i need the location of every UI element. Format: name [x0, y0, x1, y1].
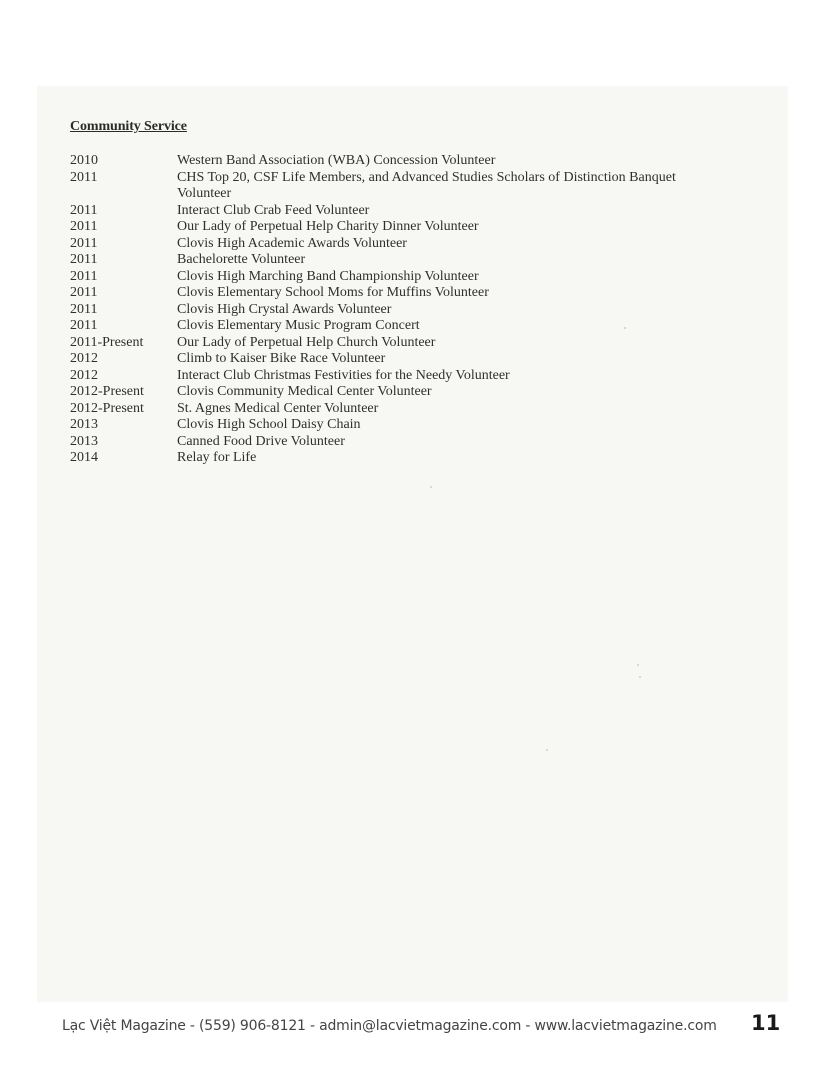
entry-year: 2011	[70, 268, 98, 284]
entry-description: Clovis Elementary Music Program Concert	[177, 318, 420, 333]
scan-speck	[430, 486, 432, 488]
entry-description: Clovis High Crystal Awards Volunteer	[177, 301, 392, 317]
list-item	[70, 219, 730, 236]
entry-description: Interact Club Christmas Festivities for the Needy Volunteer	[177, 367, 510, 383]
entry-description: Clovis High Marching Band Championship Volunteer	[177, 268, 479, 284]
list-item	[70, 269, 730, 286]
entry-year: 2011	[70, 318, 98, 333]
entry-description: Our Lady of Perpetual Help Charity Dinner Volunteer	[177, 219, 479, 234]
list-item	[70, 335, 730, 352]
entry-description: Clovis Elementary School Moms for Muffins Volunteer	[177, 285, 489, 300]
entry-description: CHS Top 20, CSF Life Members, and Advanced Studies Scholars of Distinction Banquet Volunteer	[177, 169, 676, 201]
entry-description: Our Lady of Perpetual Help Church Volunteer	[177, 334, 436, 350]
list-item	[70, 417, 730, 434]
list-item	[70, 434, 730, 451]
section-heading: Community Service	[70, 119, 187, 134]
entry-description: Bachelorette Volunteer	[177, 252, 306, 267]
list-item	[70, 203, 730, 220]
entry-year: 2011	[70, 285, 98, 300]
page-number: 11	[751, 1011, 781, 1035]
entry-year: 2011-Present	[70, 334, 144, 350]
entry-year: 2013	[70, 417, 98, 432]
entry-description: Canned Food Drive Volunteer	[177, 433, 345, 449]
entry-year: 2012	[70, 351, 98, 366]
list-item	[70, 170, 730, 203]
list-item	[70, 384, 730, 401]
entry-description: Interact Club Crab Feed Volunteer	[177, 202, 370, 218]
entry-year: 2011	[70, 202, 98, 218]
list-item	[70, 450, 730, 467]
entry-year: 2012-Present	[70, 384, 144, 399]
entry-description: Relay for Life	[177, 450, 257, 465]
scan-speck	[637, 664, 639, 666]
scan-speck	[624, 327, 626, 329]
list-item	[70, 368, 730, 385]
entry-description: St. Agnes Medical Center Volunteer	[177, 400, 379, 416]
entry-description: Clovis High Academic Awards Volunteer	[177, 235, 407, 251]
entry-year: 2011	[70, 235, 98, 251]
entry-description: Climb to Kaiser Bike Race Volunteer	[177, 351, 386, 366]
entry-year: 2011	[70, 169, 98, 185]
community-service-list	[70, 153, 730, 467]
footer-contact: Lạc Việt Magazine - (559) 906-8121 - admin@lacvietmagazine.com - www.lacvietmagazine.com	[62, 1018, 717, 1034]
entry-year: 2013	[70, 433, 98, 449]
list-item	[70, 351, 730, 368]
entry-description: Clovis High School Daisy Chain	[177, 417, 361, 432]
list-item	[70, 401, 730, 418]
list-item	[70, 153, 730, 170]
entry-year: 2014	[70, 450, 98, 465]
entry-year: 2010	[70, 153, 98, 168]
scan-speck	[546, 749, 548, 751]
entry-year: 2012-Present	[70, 400, 144, 416]
list-item	[70, 252, 730, 269]
entry-year: 2011	[70, 219, 98, 234]
entry-year: 2011	[70, 301, 98, 317]
list-item	[70, 318, 730, 335]
list-item	[70, 302, 730, 319]
list-item	[70, 285, 730, 302]
entry-year: 2012	[70, 367, 98, 383]
entry-year: 2011	[70, 252, 98, 267]
list-item	[70, 236, 730, 253]
scan-speck	[639, 676, 641, 678]
entry-description: Clovis Community Medical Center Volunteer	[177, 384, 432, 399]
entry-description: Western Band Association (WBA) Concession Volunteer	[177, 153, 496, 168]
